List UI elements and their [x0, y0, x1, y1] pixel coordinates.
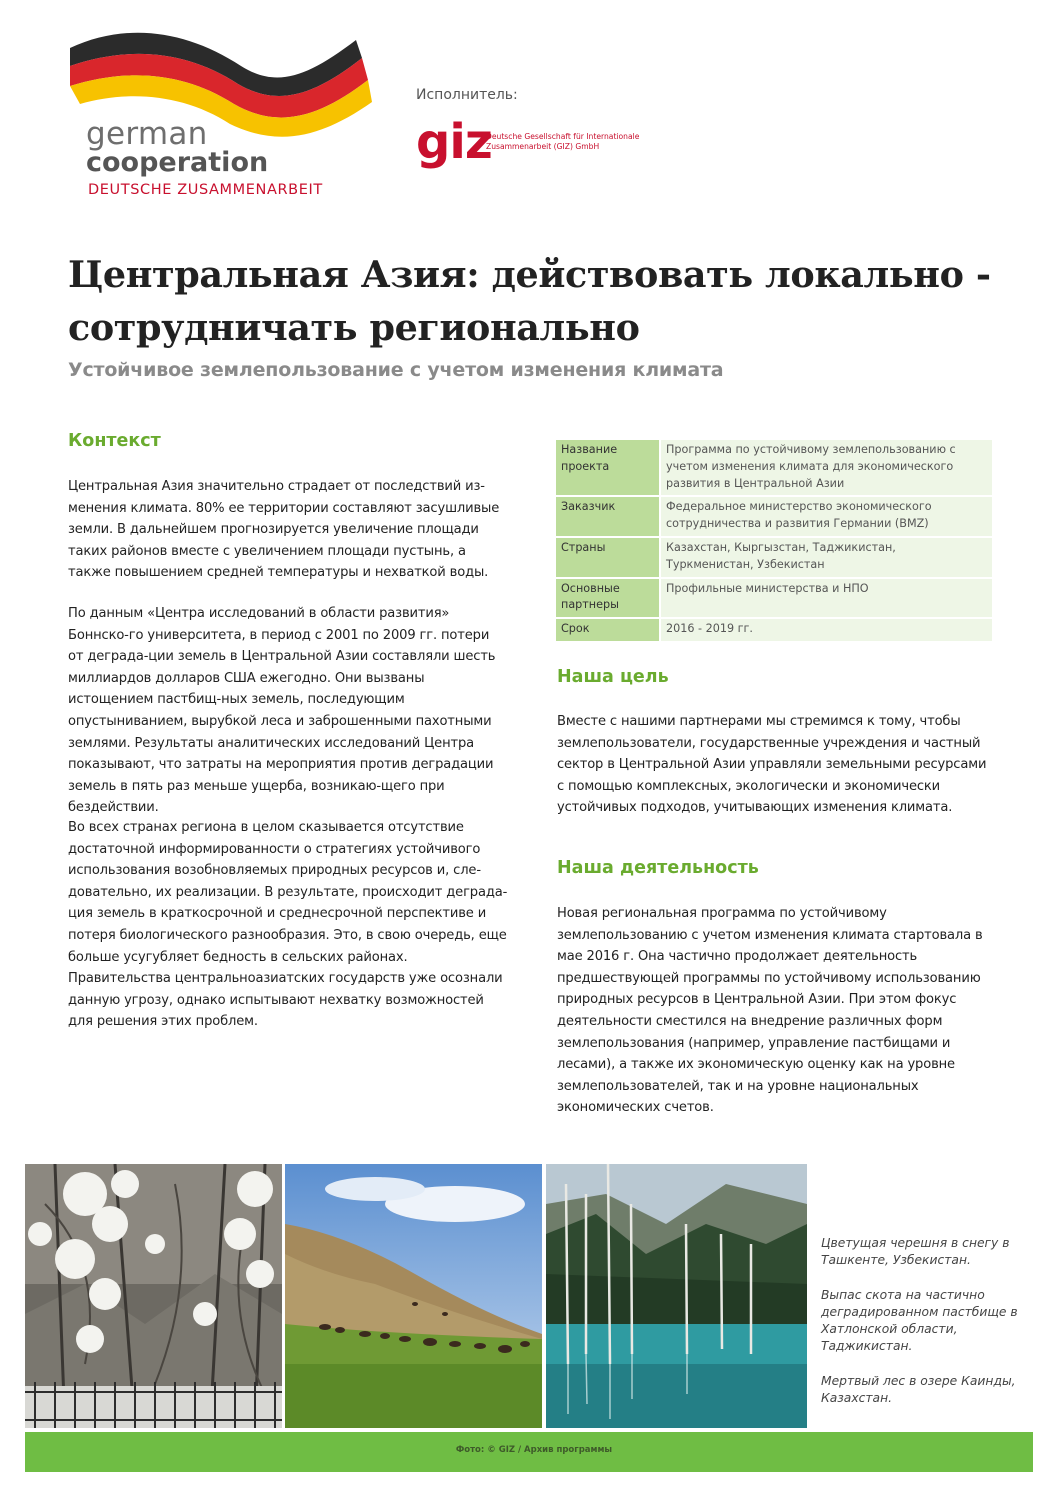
logo-line-german: german: [86, 116, 208, 152]
goal-paragraph: Вместе с нашими партнерами мы стремимся к тому, чтобы землепользователи, государственные учреждения и частный сектор в Центральной Азии управляли земельными ресурсами с помощью комплексных, экологически и экономически устойчивых подходов, учитывающих изменения климата.: [557, 714, 987, 816]
photo-credit: Фото: © GIZ / Архив программы: [455, 1445, 613, 1455]
caption-3: Мертвый лес в озере Каинды, Казахстан.: [821, 1373, 1016, 1406]
table-key: Название проекта: [556, 440, 660, 496]
context-heading: Контекст: [68, 431, 161, 451]
giz-fullname: Deutsche Gesellschaft für Internationale Zusammenarbeit (GIZ) GmbH: [486, 132, 640, 151]
context-paragraph-1: Центральная Азия значительно страдает от последствий из-менения климата. 80% ее территории составляют засушливые земли. В дальнейшем прогнозируется увеличение площади таких районов вместе с увеличением площади пустынь, а также повышением средней температуры и нехваткой воды.: [68, 479, 500, 581]
photo-kaindy-lake: [546, 1164, 807, 1428]
table-key: Срок: [556, 618, 660, 642]
logo-line-cooperation: cooperation: [86, 147, 269, 178]
giz-wordmark: giz: [416, 114, 492, 170]
table-row: [556, 578, 992, 619]
table-key: Основные партнеры: [556, 578, 660, 619]
photo-captions: [821, 1235, 1021, 1424]
goal-heading: Наша цель: [557, 667, 669, 687]
table-key: Страны: [556, 537, 660, 578]
photo-livestock-pasture: [285, 1164, 542, 1428]
photo-cherry-blossom-snow: [25, 1164, 282, 1428]
page-subtitle: Устойчивое землепользование с учетом изменения климата: [68, 359, 724, 381]
table-row: [556, 440, 992, 496]
footer-bar: [25, 1432, 1033, 1472]
table-value: Программа по устойчивому землепользованию с учетом изменения климата для экономического развития в Центральной Азии: [660, 440, 992, 496]
logo-line-deutsche-zusammenarbeit: DEUTSCHE ZUSAMMENARBEIT: [88, 182, 323, 198]
caption-1: Цветущая черешня в снегу в Ташкенте, Узбекистан.: [821, 1236, 1010, 1268]
caption-2: Выпас скота на частично деградированном пастбище в Хатлонской области, Таджикистан.: [821, 1287, 1018, 1354]
executor-label: Исполнитель:: [416, 87, 518, 103]
table-row: [556, 618, 992, 642]
table-value: Казахстан, Кыргызстан, Таджикистан, Туркменистан, Узбекистан: [660, 537, 992, 578]
table-value: 2016 - 2019 гг.: [660, 618, 992, 642]
context-paragraph-3: Во всех странах региона в целом сказывается отсутствие достаточной информированности о стратегиях устойчивого использования возобновляемых природных ресурсов и, сле-довательно, их реализации. В результате, происходит деграда-ция земель в краткосрочной и среднесрочной перспективе и потеря биологического разнообразия. Это, в свою очередь, еще больше усугубляет бедность в сельских районах. Правительства центральноазиатских государств уже осознали данную угрозу, однако испытывают нехватку возможностей для решения этих проблем.: [68, 820, 508, 1030]
german-cooperation-logo: [66, 28, 386, 203]
project-info-table: [556, 440, 992, 643]
table-value: Федеральное министерство экономического сотрудничества и развития Германии (BMZ): [660, 496, 992, 537]
context-paragraph-2: По данным «Центра исследований в области развития» Боннско-го университета, в период с 2001 по 2009 гг. потери от деграда-ции земель в Центральной Азии составляли шесть миллиардов долларов США ежегодно. Они вызваны истощением пастбищ-ных земель, последующим опустыниванием, вырубкой леса и заброшенными пахотными землями. Результаты аналитических исследований Центра показывают, что затраты на мероприятия против деградации земель в пять раз меньше ущерба, возникаю-щего при бездействии.: [68, 606, 496, 816]
page-title: Центральная Азия: действовать локально - сотрудничать регионально: [68, 253, 991, 349]
table-key: Заказчик: [556, 496, 660, 537]
table-row: [556, 496, 992, 537]
table-value: Профильные министерства и НПО: [660, 578, 992, 619]
activity-heading: Наша деятельность: [557, 858, 759, 878]
table-row: [556, 537, 992, 578]
activity-paragraph: Новая региональная программа по устойчивому землепользованию с учетом изменения климата стартовала в мае 2016 г. Она частично продолжает деятельность предшествующей программы по устойчивому использованию природных ресурсов в Центральной Азии. При этом фокус деятельности сместился на внедрение различных форм землепользования (например, управление пастбищами и лесами), а также их экономическую оценку как на уровне землепользователей, так и на уровне национальных экономических счетов.: [557, 906, 983, 1116]
